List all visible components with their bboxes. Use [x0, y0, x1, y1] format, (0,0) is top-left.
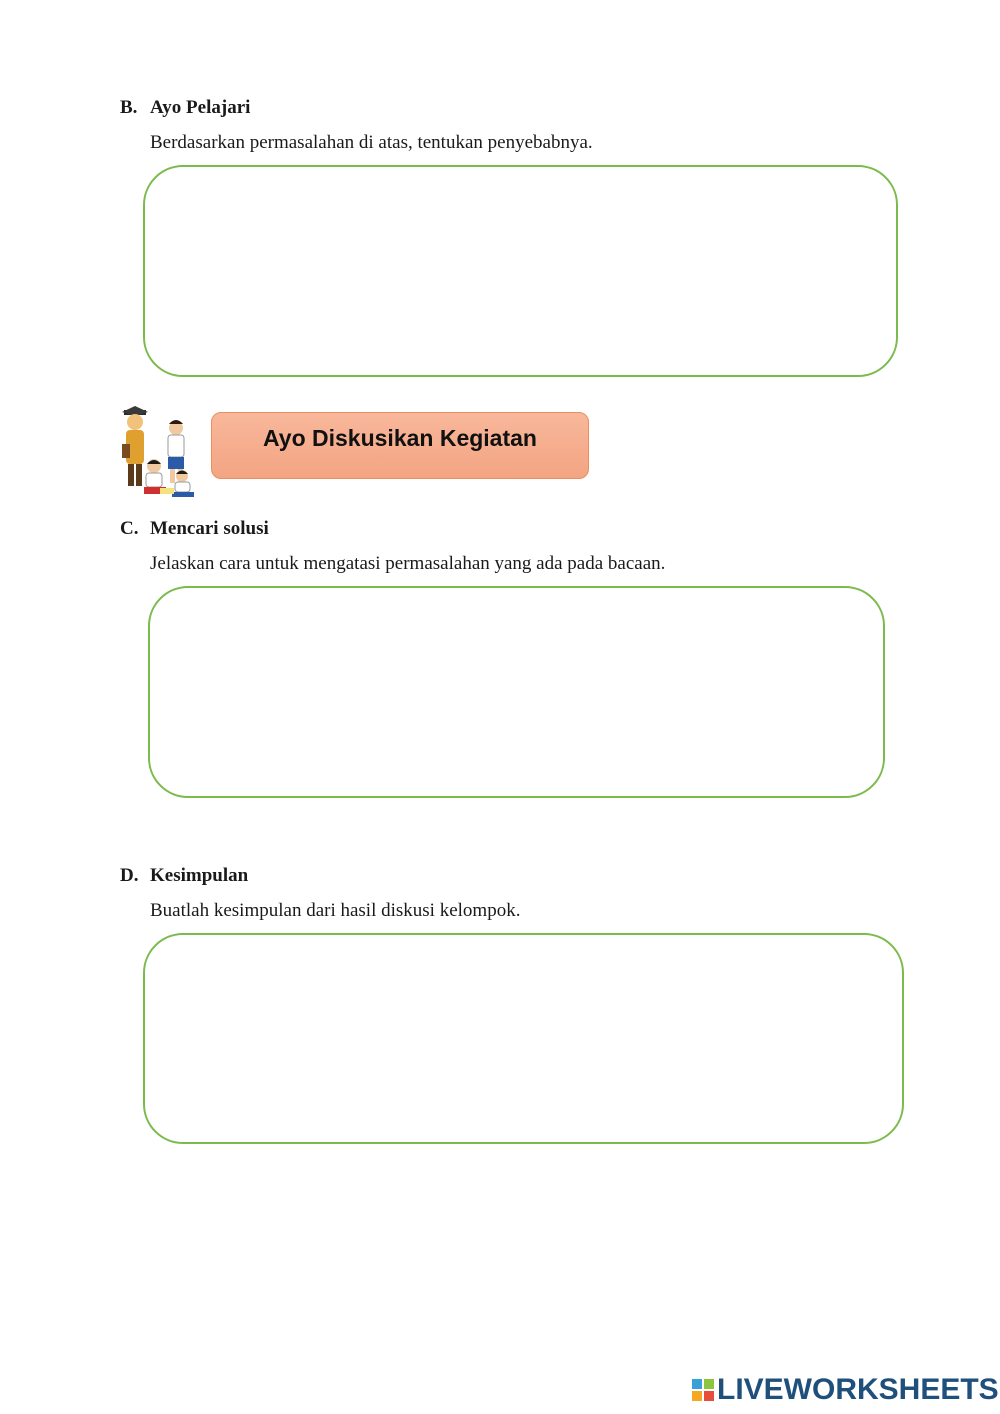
section-c-answer-box[interactable]: [148, 586, 885, 798]
section-b-letter: B.: [120, 97, 138, 118]
section-b-answer-box[interactable]: [143, 165, 898, 377]
section-b-title: [120, 96, 250, 120]
liveworksheets-logo-icon: [692, 1379, 714, 1401]
section-c-instruction: Jelaskan cara untuk mengatasi permasalahan yang ada pada bacaan.: [150, 553, 666, 574]
section-b-heading: Ayo Pelajari: [150, 97, 251, 118]
section-d-title: [120, 864, 248, 888]
discussion-banner: Ayo Diskusikan Kegiatan: [211, 412, 589, 479]
liveworksheets-logo[interactable]: [692, 1374, 999, 1406]
section-c-heading: Mencari solusi: [150, 518, 269, 539]
section-d-letter: D.: [120, 865, 139, 886]
students-discussion-icon: [120, 404, 200, 500]
section-d-heading: Kesimpulan: [150, 865, 249, 886]
section-c-title: [120, 517, 269, 541]
section-d-instruction: Buatlah kesimpulan dari hasil diskusi kelompok.: [150, 900, 521, 921]
section-c-letter: C.: [120, 518, 139, 539]
section-d-answer-box[interactable]: [143, 933, 904, 1144]
section-b-instruction: Berdasarkan permasalahan di atas, tentukan penyebabnya.: [150, 132, 593, 153]
liveworksheets-logo-text: LIVEWORKSHEETS: [717, 1373, 999, 1406]
